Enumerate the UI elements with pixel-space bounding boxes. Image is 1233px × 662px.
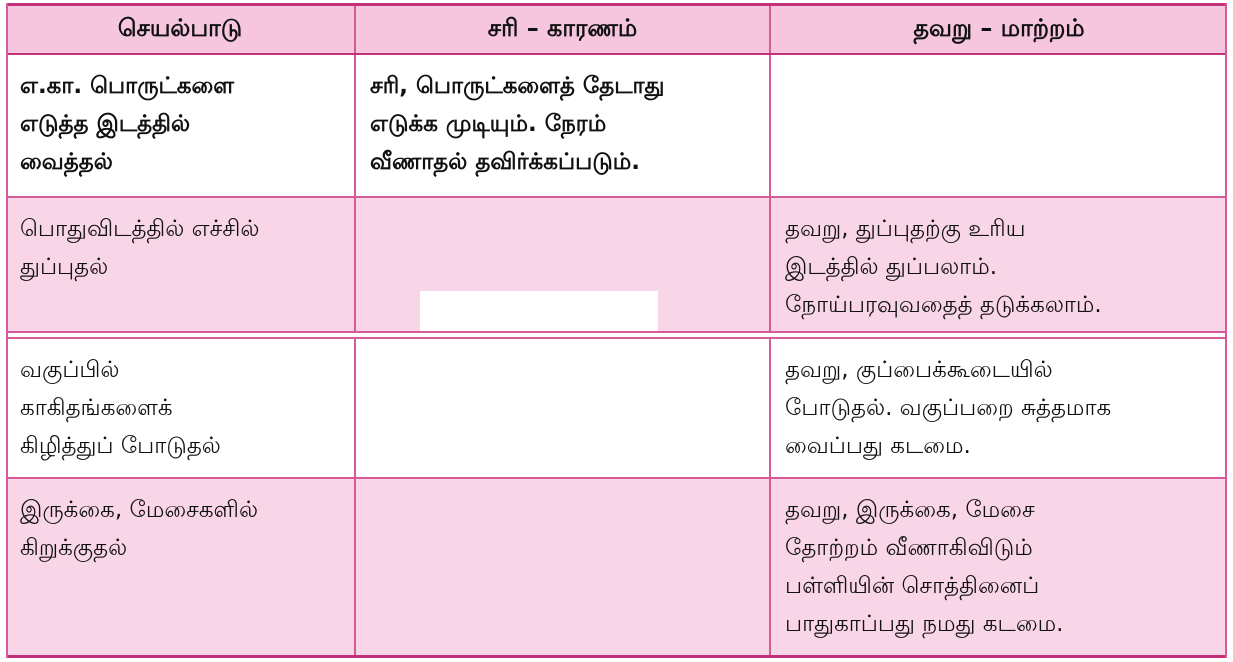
table-row xyxy=(6,198,1227,331)
right-reason-text xyxy=(370,479,755,491)
table-row xyxy=(6,55,1227,198)
activity-table xyxy=(6,3,1227,658)
activity-text: எ.கா. பொருட்களை எடுத்த இடத்தில் வைத்தல் xyxy=(20,73,235,175)
activity-cell xyxy=(6,55,356,196)
row-separator xyxy=(6,331,1227,339)
right-reason-text xyxy=(370,339,755,351)
activity-cell xyxy=(6,198,356,331)
activity-text: இருக்கை, மேசைகளில் கிறுக்குதல் xyxy=(20,497,259,561)
wrong-change-cell xyxy=(771,55,1227,196)
right-reason-cell xyxy=(356,339,771,477)
table-row xyxy=(6,339,1227,479)
wrong-change-cell xyxy=(771,479,1227,655)
header-wrong-change: தவறு – மாற்றம் xyxy=(913,14,1085,42)
right-reason-cell xyxy=(356,479,771,655)
wrong-change-cell xyxy=(771,198,1227,331)
wrong-change-text xyxy=(785,55,1213,67)
table-header-row xyxy=(6,3,1227,55)
header-activity: செயல்பாடு xyxy=(6,6,356,53)
header-right-reason: சரி – காரணம் xyxy=(356,6,771,53)
wrong-change-text: தவறு, இருக்கை, மேசை தோற்றம் வீணாகிவிடும் பள்ளியின் சொத்தினைப் பாதுகாப்பது நமது கடமை. xyxy=(785,497,1064,637)
right-reason-text xyxy=(370,198,755,210)
wrong-change-text: தவறு, குப்பைக்கூடையில் போடுதல். வகுப்பறை சுத்தமாக வைப்பது கடமை. xyxy=(785,357,1112,459)
activity-cell xyxy=(6,339,356,477)
activity-text: வகுப்பில் காகிதங்களைக் கிழித்துப் போடுதல் xyxy=(20,357,221,459)
right-reason-text: சரி, பொருட்களைத் தேடாது எடுக்க முடியும். நேரம் வீணாதல் தவிர்க்கப்படும். xyxy=(370,73,665,175)
wrong-change-cell xyxy=(771,339,1227,477)
activity-cell xyxy=(6,479,356,655)
activity-text: பொதுவிடத்தில் எச்சில் துப்புதல் xyxy=(20,216,260,280)
right-reason-cell xyxy=(356,55,771,196)
table-row xyxy=(6,479,1227,658)
wrong-change-text: தவறு, துப்புதற்கு உரிய இடத்தில் துப்பலாம். நோய்பரவுவதைத் தடுக்கலாம். xyxy=(785,216,1102,318)
right-reason-cell xyxy=(356,198,771,331)
blank-answer-box xyxy=(420,291,658,333)
